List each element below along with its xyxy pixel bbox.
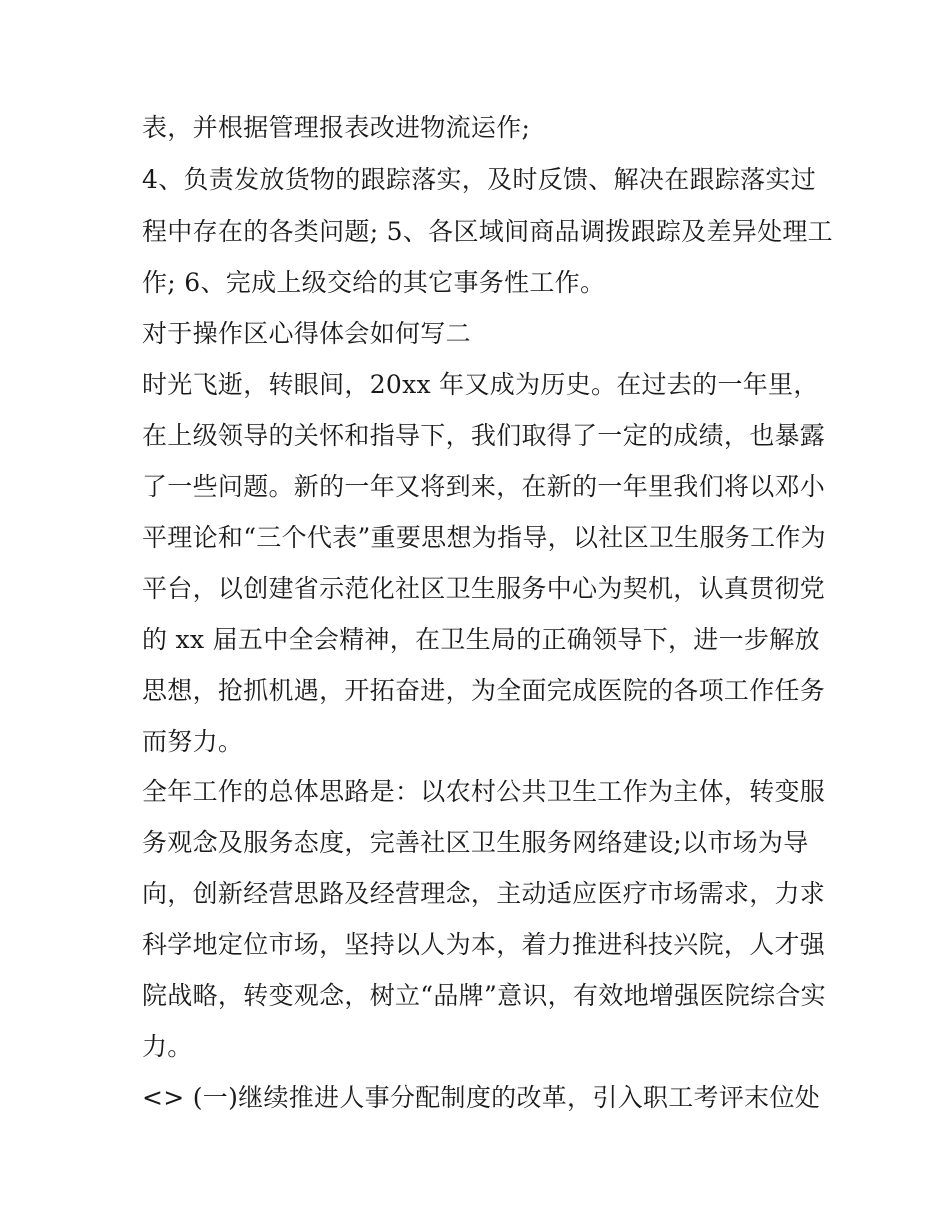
text-line: 全年工作的总体思路是：以农村公共卫生工作为主体，转变服 bbox=[142, 777, 826, 806]
text-line: 力。 bbox=[142, 1032, 193, 1061]
text-line: 时光飞逝，转眼间，20xx 年又成为历史。在过去的一年里， bbox=[142, 370, 819, 399]
text-line: 思想，抢抓机遇，开拓奋进，为全面完成医院的各项工作任务 bbox=[142, 676, 826, 705]
text-line: 程中存在的各类问题; 5、各区域间商品调拨跟踪及差异处理工 bbox=[142, 217, 833, 246]
text-line: 平台，以创建省示范化社区卫生服务中心为契机，认真贯彻党 bbox=[142, 574, 826, 603]
text-line: 院战略，转变观念，树立“品牌”意识，有效地增强医院综合实 bbox=[142, 981, 826, 1010]
text-line: 的 xx 届五中全会精神，在卫生局的正确领导下，进一步解放 bbox=[142, 625, 820, 654]
text-line: 务观念及服务态度，完善社区卫生服务网络建设;以市场为导 bbox=[142, 828, 809, 857]
text-line: 在上级领导的关怀和指导下，我们取得了一定的成绩，也暴露 bbox=[142, 421, 826, 450]
text-line: 向，创新经营思路及经营理念，主动适应医疗市场需求，力求 bbox=[142, 879, 826, 908]
text-line: 了一些问题。新的一年又将到来，在新的一年里我们将以邓小 bbox=[142, 472, 826, 501]
text-line: 表，并根据管理报表改进物流运作; bbox=[142, 113, 531, 142]
text-line: 科学地定位市场，坚持以人为本，着力推进科技兴院，人才强 bbox=[142, 930, 826, 959]
text-line: 而努力。 bbox=[142, 727, 244, 756]
text-line: 作; 6、完成上级交给的其它事务性工作。 bbox=[142, 268, 606, 297]
text-line: <> (一)继续推进人事分配制度的改革，引入职工考评末位处 bbox=[142, 1083, 821, 1112]
text-line: 平理论和“三个代表”重要思想为指导，以社区卫生服务工作为 bbox=[142, 523, 826, 552]
text-line: 4、负责发放货物的跟踪落实，及时反馈、解决在跟踪落实过 bbox=[142, 165, 817, 194]
section-heading: 对于操作区心得体会如何写二 bbox=[142, 319, 471, 348]
